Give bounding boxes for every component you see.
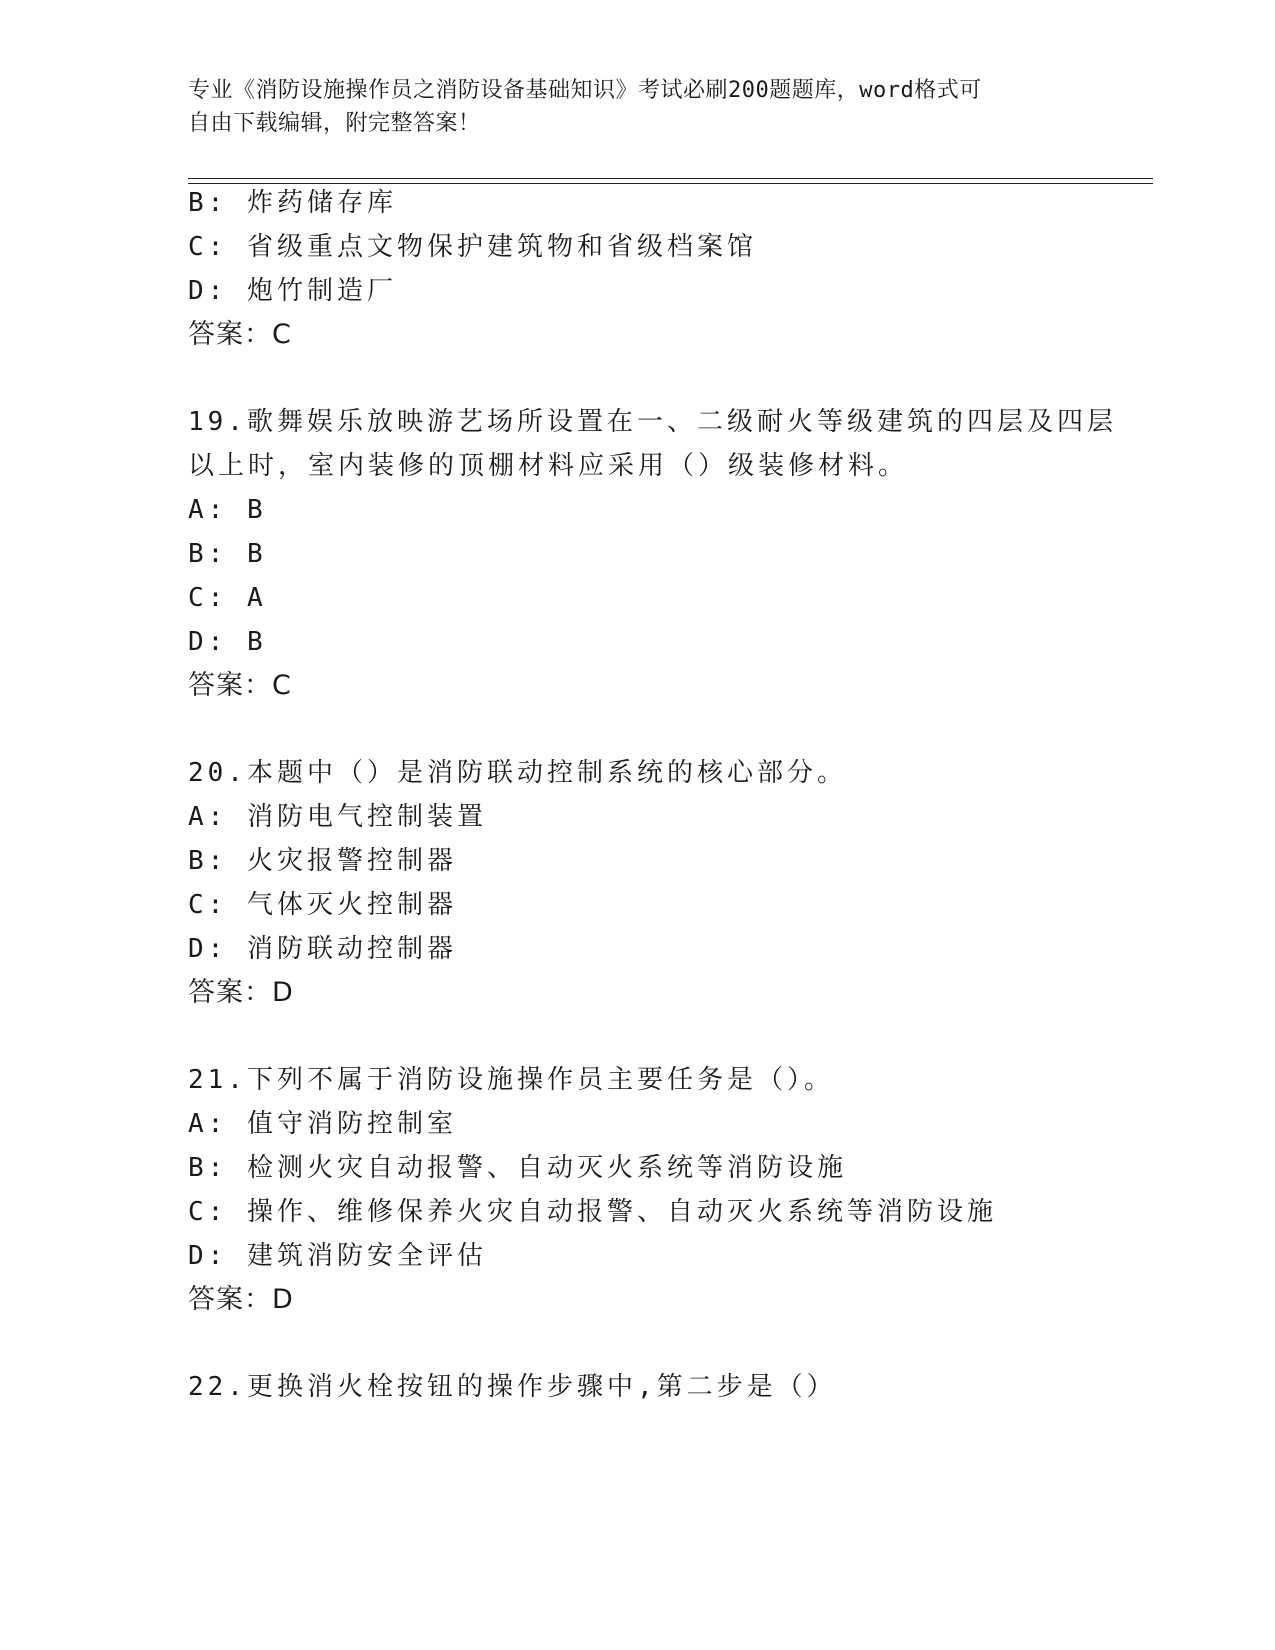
q20-option-b: B: 火灾报警控制器 <box>188 846 457 876</box>
header-title-line2: 自由下载编辑，附完整答案！ <box>188 111 481 136</box>
header-divider-bottom <box>188 183 1153 184</box>
q19-option-c: C: A <box>188 583 267 613</box>
q18-option-d: D: 炮竹制造厂 <box>188 276 397 306</box>
q20-option-c: C: 气体灭火控制器 <box>188 890 457 920</box>
q20-stem: 20.本题中（）是消防联动控制系统的核心部分。 <box>188 758 847 788</box>
header-title-line1: 专业《消防设施操作员之消防设备基础知识》考试必刷200题题库，word格式可 <box>188 78 982 103</box>
q18-option-b: B: 炸药储存库 <box>188 188 397 218</box>
q20-option-d: D: 消防联动控制器 <box>188 934 457 964</box>
q19-stem-line1: 19.歌舞娱乐放映游艺场所设置在一、二级耐火等级建筑的四层及四层 <box>188 407 1117 437</box>
q19-option-a: A: B <box>188 495 267 525</box>
q21-stem: 21.下列不属于消防设施操作员主要任务是（）。 <box>188 1065 834 1095</box>
header-divider-top <box>188 178 1153 179</box>
q21-option-c: C: 操作、维修保养火灾自动报警、自动灭火系统等消防设施 <box>188 1197 997 1227</box>
q18-option-c: C: 省级重点文物保护建筑物和省级档案馆 <box>188 232 757 262</box>
q20-option-a: A: 消防电气控制装置 <box>188 802 487 832</box>
q19-answer: 答案：C <box>188 670 292 701</box>
q21-option-a: A: 值守消防控制室 <box>188 1109 457 1139</box>
q19-option-b: B: B <box>188 539 267 569</box>
q20-answer: 答案：D <box>188 977 294 1008</box>
q19-option-d: D: B <box>188 627 267 657</box>
q21-option-d: D: 建筑消防安全评估 <box>188 1241 487 1271</box>
q21-answer: 答案：D <box>188 1284 294 1315</box>
q18-answer: 答案：C <box>188 319 292 350</box>
q21-option-b: B: 检测火灾自动报警、自动灭火系统等消防设施 <box>188 1153 847 1183</box>
document-header <box>188 74 1088 140</box>
q22-stem: 22.更换消火栓按钮的操作步骤中,第二步是（） <box>188 1372 837 1402</box>
q19-stem-line2: 以上时，室内装修的顶棚材料应采用（）级装修材料。 <box>188 451 909 481</box>
